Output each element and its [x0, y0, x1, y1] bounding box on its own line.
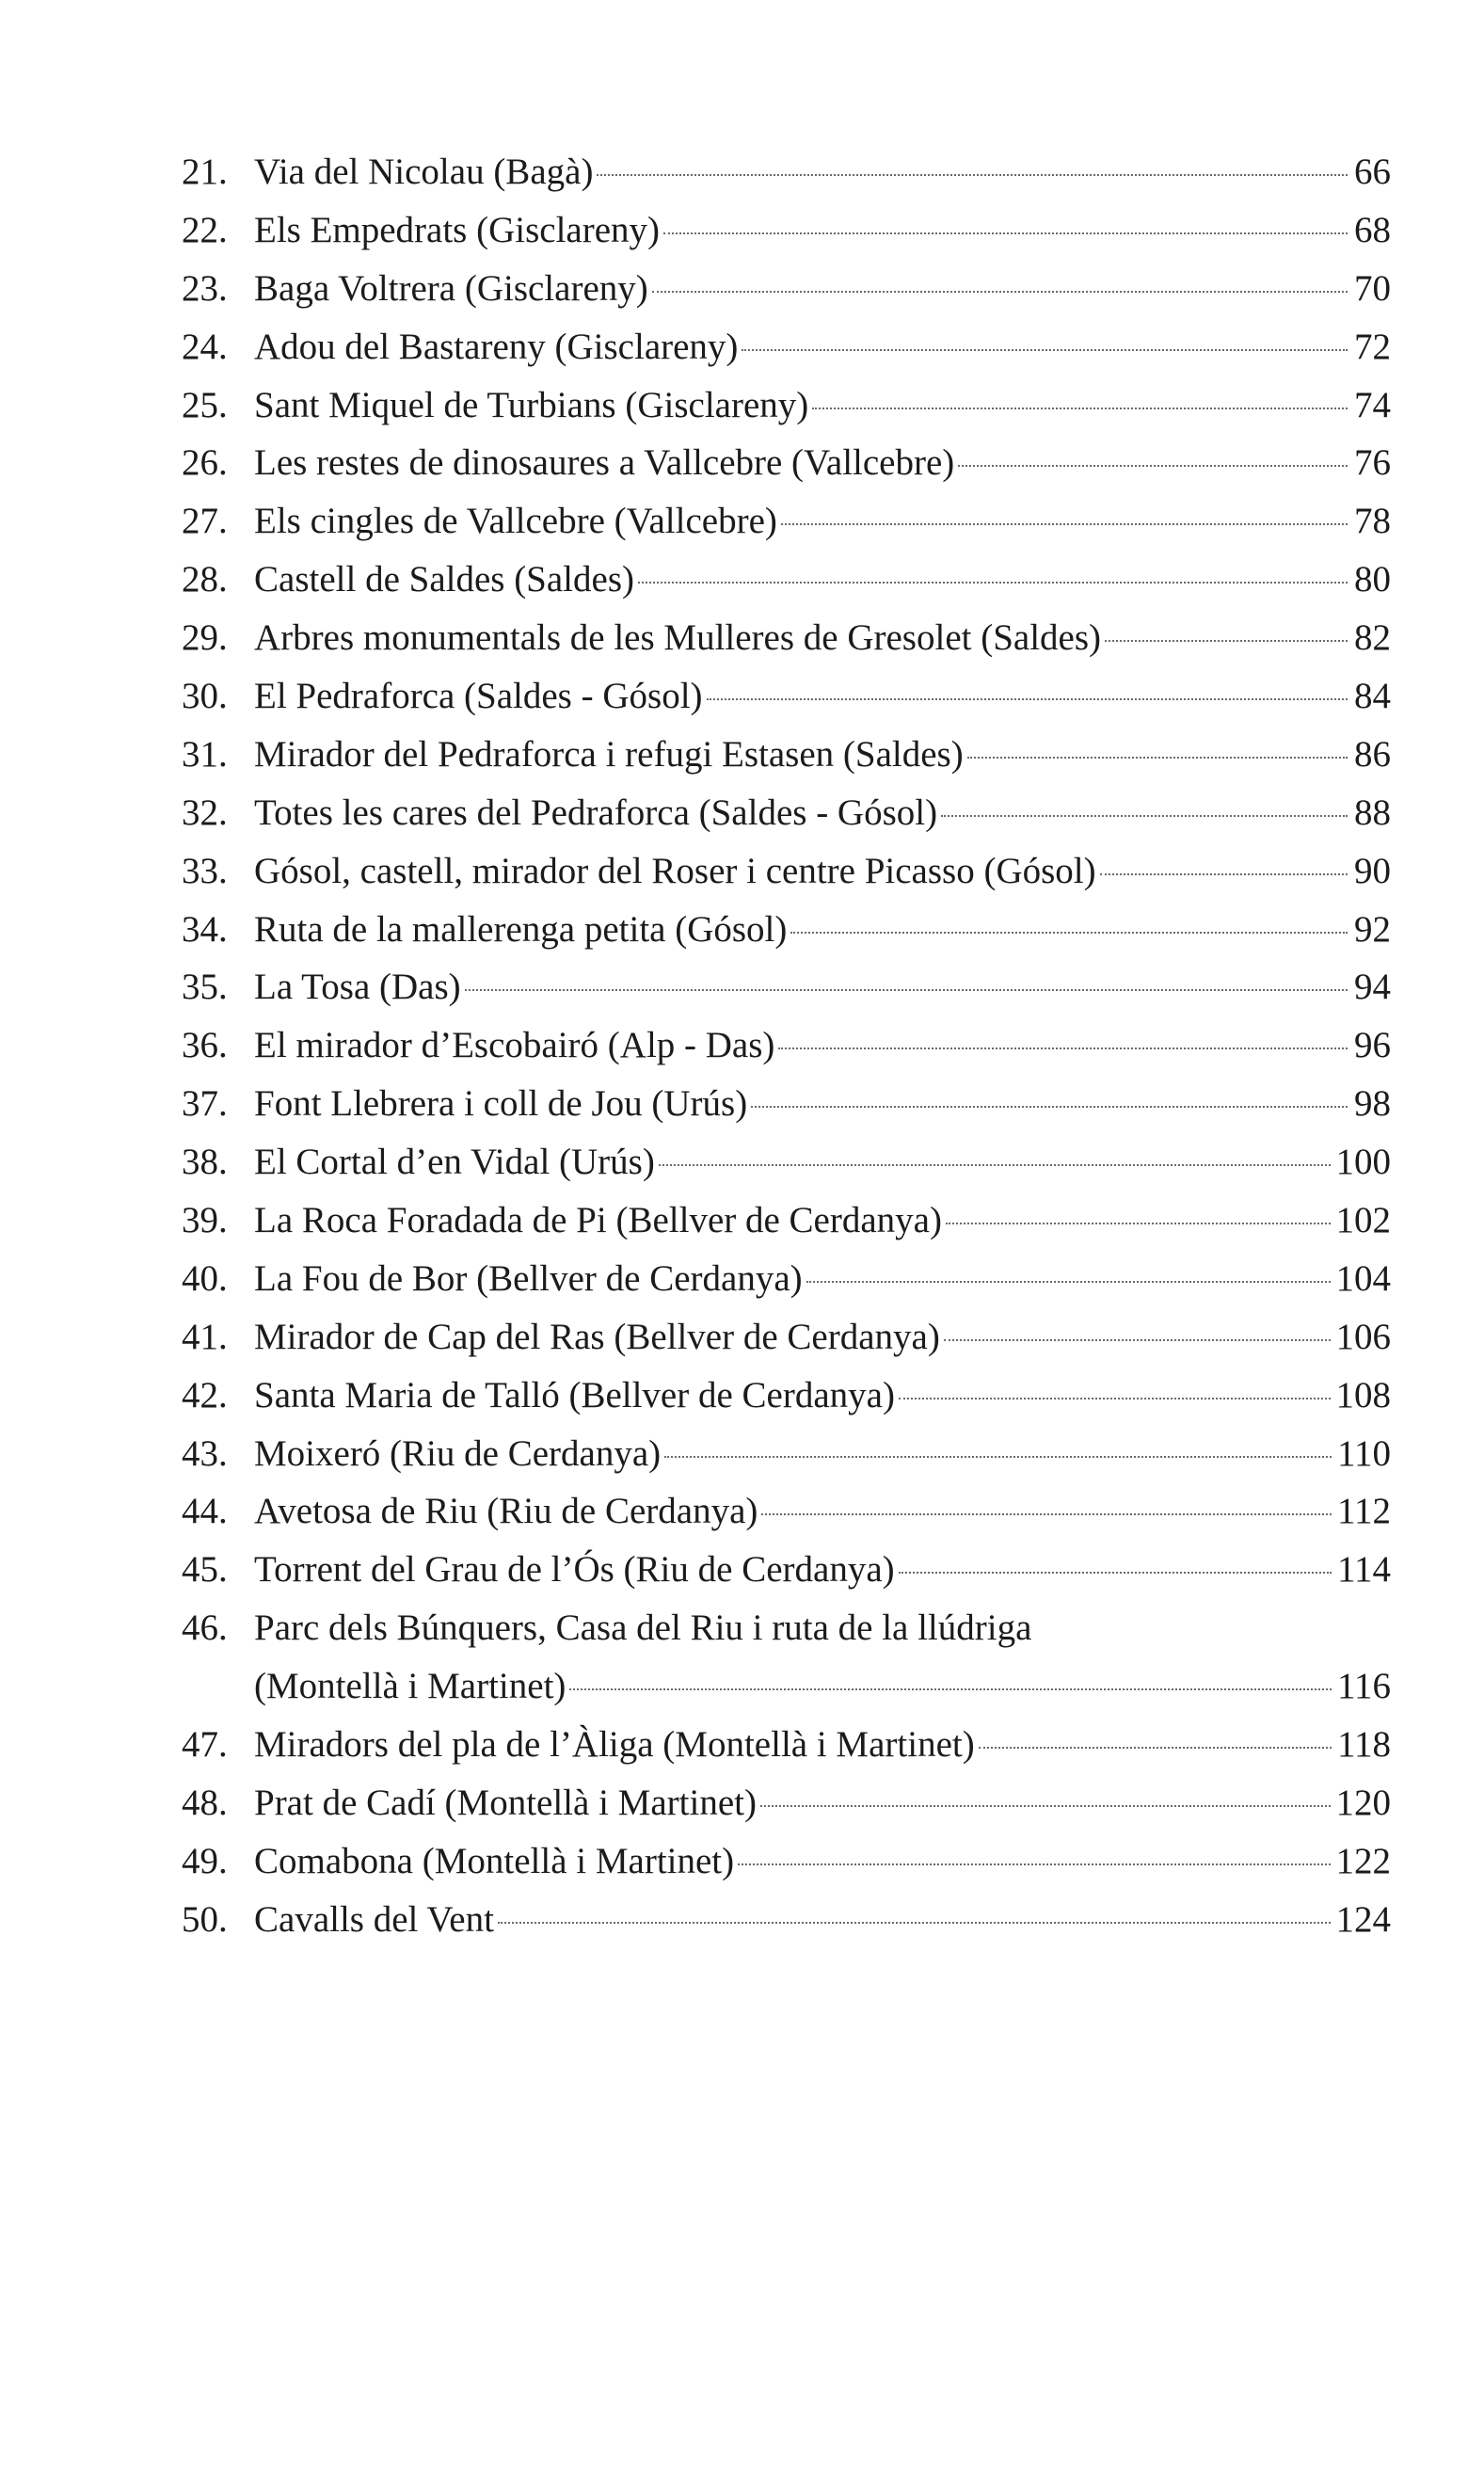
entry-number: 42.: [182, 1374, 228, 1415]
toc-entry: [182, 143, 1391, 201]
entry-title: Mirador de Cap del Ras (Bellver de Cerdanya): [254, 1316, 940, 1357]
entry-title: El mirador d’Escobairó (Alp - Das): [254, 1025, 775, 1066]
dot-leader: [742, 349, 1348, 351]
toc-entry: [182, 492, 1391, 551]
entry-title: Arbres monumentals de les Mulleres de Gresolet (Saldes): [254, 617, 1102, 659]
entry-title: (Montellà i Martinet): [254, 1666, 566, 1707]
entry-page-number: 116: [1336, 1666, 1391, 1707]
dot-leader: [664, 1456, 1332, 1458]
toc-entry: [182, 318, 1391, 376]
dot-leader: [778, 1048, 1348, 1049]
entry-title: Santa Maria de Talló (Bellver de Cerdanya): [254, 1374, 895, 1415]
toc-entry: [182, 1133, 1391, 1192]
entry-title: Les restes de dinosaures a Vallcebre (Vallcebre): [254, 442, 955, 484]
entry-number: 47.: [182, 1724, 228, 1766]
entry-number: 45.: [182, 1549, 228, 1591]
dot-leader: [760, 1805, 1331, 1807]
entry-title: La Tosa (Das): [254, 967, 461, 1008]
entry-title: Avetosa de Riu (Riu de Cerdanya): [254, 1491, 758, 1532]
entry-title: Els Empedrats (Gisclareny): [254, 209, 661, 250]
entry-page-number: 88: [1354, 792, 1391, 833]
toc-entry: [182, 1192, 1391, 1250]
dot-leader: [899, 1572, 1332, 1574]
entry-title: Ruta de la mallerenga petita (Gósol): [254, 908, 788, 950]
entry-number: 31.: [182, 733, 228, 775]
entry-title: Prat de Cadí (Montellà i Martinet): [254, 1782, 757, 1823]
entry-page-number: 68: [1354, 209, 1391, 250]
dot-leader: [597, 174, 1348, 176]
toc-entry: [182, 1891, 1391, 1949]
entry-page-number: 80: [1354, 559, 1391, 600]
entry-page-number: 86: [1354, 733, 1391, 775]
entry-number: 22.: [182, 209, 228, 250]
toc-entry: [182, 1832, 1391, 1891]
dot-leader: [498, 1922, 1331, 1924]
entry-number: 26.: [182, 442, 228, 484]
toc-entry: [182, 1367, 1391, 1425]
entry-page-number: 104: [1335, 1257, 1391, 1299]
entry-number: 43.: [182, 1432, 228, 1474]
entry-number: 27.: [182, 501, 228, 542]
dot-leader: [899, 1398, 1331, 1399]
entry-page-number: 98: [1354, 1083, 1391, 1125]
entry-number: 46.: [182, 1607, 228, 1649]
entry-page-number: 72: [1354, 326, 1391, 367]
toc-entry: [182, 376, 1391, 435]
entry-title: Sant Miquel de Turbians (Gisclareny): [254, 384, 809, 425]
dot-leader: [781, 523, 1348, 525]
table-of-contents: [182, 143, 1391, 1949]
dot-leader: [958, 465, 1348, 467]
entry-page-number: 70: [1354, 267, 1391, 309]
entry-number: 23.: [182, 267, 228, 309]
entry-number: 40.: [182, 1257, 228, 1299]
entry-page-number: 106: [1335, 1316, 1391, 1357]
toc-entry: [182, 1425, 1391, 1483]
entry-page-number: 108: [1335, 1374, 1391, 1415]
entry-title: El Cortal d’en Vidal (Urús): [254, 1142, 655, 1183]
entry-page-number: 100: [1335, 1142, 1391, 1183]
dot-leader: [941, 815, 1348, 817]
entry-title: La Roca Foradada de Pi (Bellver de Cerdanya): [254, 1200, 942, 1241]
dot-leader: [812, 408, 1348, 409]
entry-number: 41.: [182, 1316, 228, 1357]
entry-number: 35.: [182, 967, 228, 1008]
toc-entry: [182, 1599, 1391, 1716]
dot-leader: [806, 1281, 1331, 1283]
entry-number: 44.: [182, 1491, 228, 1532]
dot-leader: [1100, 873, 1348, 875]
entry-page-number: 114: [1336, 1549, 1391, 1591]
toc-entry: [182, 901, 1391, 959]
toc-entry: [182, 667, 1391, 726]
entry-title: Font Llebrera i coll de Jou (Urús): [254, 1083, 748, 1125]
dot-leader: [761, 1513, 1332, 1515]
entry-number: 29.: [182, 617, 228, 659]
dot-leader: [663, 232, 1348, 234]
toc-entry: [182, 1075, 1391, 1133]
entry-page-number: 92: [1354, 908, 1391, 950]
toc-entry: [182, 260, 1391, 318]
entry-page-number: 118: [1336, 1724, 1391, 1766]
entry-title: Torrent del Grau de l’Ós (Riu de Cerdanya): [254, 1549, 895, 1591]
toc-entry: [182, 726, 1391, 784]
entry-title: Via del Nicolau (Bagà): [254, 152, 594, 192]
entry-number: 37.: [182, 1083, 228, 1125]
entry-page-number: 124: [1335, 1898, 1391, 1940]
dot-leader: [751, 1106, 1348, 1108]
entry-page-number: 82: [1354, 617, 1391, 659]
toc-entry: [182, 201, 1391, 260]
entry-title: Miradors del pla de l’Àliga (Montellà i Martinet): [254, 1724, 975, 1766]
dot-leader: [738, 1863, 1330, 1865]
entry-number: 39.: [182, 1200, 228, 1241]
dot-leader: [569, 1688, 1332, 1690]
entry-number: 38.: [182, 1142, 228, 1183]
toc-entry: [182, 1250, 1391, 1308]
entry-number: 25.: [182, 384, 228, 425]
entry-page-number: 74: [1354, 384, 1391, 425]
toc-entry: [182, 958, 1391, 1016]
entry-page-number: 102: [1335, 1200, 1391, 1241]
dot-leader: [946, 1223, 1331, 1224]
dot-leader: [707, 698, 1348, 700]
toc-entry: [182, 842, 1391, 901]
entry-title: Moixeró (Riu de Cerdanya): [254, 1432, 662, 1474]
toc-entry: [182, 1774, 1391, 1832]
dot-leader: [790, 932, 1348, 934]
entry-number: 49.: [182, 1840, 228, 1881]
entry-page-number: 76: [1354, 442, 1391, 484]
toc-entry: [182, 609, 1391, 667]
entry-title: Gósol, castell, mirador del Roser i centre Picasso (Gósol): [254, 850, 1096, 891]
entry-title: Adou del Bastareny (Gisclareny): [254, 326, 739, 367]
toc-entry: [182, 1482, 1391, 1541]
entry-number: 30.: [182, 676, 228, 717]
entry-number: 48.: [182, 1782, 228, 1823]
entry-number: 36.: [182, 1025, 228, 1066]
entry-page-number: 90: [1354, 850, 1391, 891]
entry-number: 50.: [182, 1898, 228, 1940]
entry-number: 33.: [182, 850, 228, 891]
entry-title: El Pedraforca (Saldes - Gósol): [254, 676, 703, 717]
dot-leader: [465, 989, 1348, 991]
entry-page-number: 120: [1335, 1782, 1391, 1823]
entry-page-number: 66: [1354, 152, 1391, 192]
toc-entry: [182, 1016, 1391, 1075]
entry-number: 21.: [182, 152, 228, 192]
toc-entry: [182, 1716, 1391, 1774]
entry-number: 32.: [182, 792, 228, 833]
entry-title-first-line: Parc dels Búnquers, Casa del Riu i ruta de la llúdriga: [254, 1607, 1032, 1649]
entry-page-number: 96: [1354, 1025, 1391, 1066]
dot-leader: [967, 757, 1348, 759]
entry-number: 34.: [182, 908, 228, 950]
entry-page-number: 94: [1354, 967, 1391, 1008]
entry-page-number: 112: [1336, 1491, 1391, 1532]
entry-number: 24.: [182, 326, 228, 367]
entry-page-number: 78: [1354, 501, 1391, 542]
entry-title: Mirador del Pedraforca i refugi Estasen (Saldes): [254, 733, 964, 775]
dot-leader: [652, 291, 1348, 293]
entry-page-number: 84: [1354, 676, 1391, 717]
toc-entry: [182, 434, 1391, 492]
dot-leader: [638, 582, 1348, 584]
entry-title: Els cingles de Vallcebre (Vallcebre): [254, 501, 777, 542]
entry-title: Comabona (Montellà i Martinet): [254, 1840, 735, 1881]
entry-number: 28.: [182, 559, 228, 600]
entry-title: Castell de Saldes (Saldes): [254, 559, 634, 600]
dot-leader: [659, 1164, 1331, 1166]
dot-leader: [944, 1339, 1331, 1341]
toc-entry: [182, 551, 1391, 609]
toc-entry: [182, 1541, 1391, 1599]
toc-entry: [182, 784, 1391, 842]
dot-leader: [979, 1747, 1332, 1749]
entry-page-number: 110: [1336, 1432, 1391, 1474]
dot-leader: [1105, 640, 1348, 642]
entry-title: Cavalls del Vent: [254, 1898, 494, 1940]
entry-page-number: 122: [1335, 1840, 1391, 1881]
entry-title: Totes les cares del Pedraforca (Saldes - Gósol): [254, 792, 938, 833]
entry-title: Baga Voltrera (Gisclareny): [254, 267, 648, 309]
toc-entry: [182, 1308, 1391, 1367]
entry-title: La Fou de Bor (Bellver de Cerdanya): [254, 1257, 803, 1299]
